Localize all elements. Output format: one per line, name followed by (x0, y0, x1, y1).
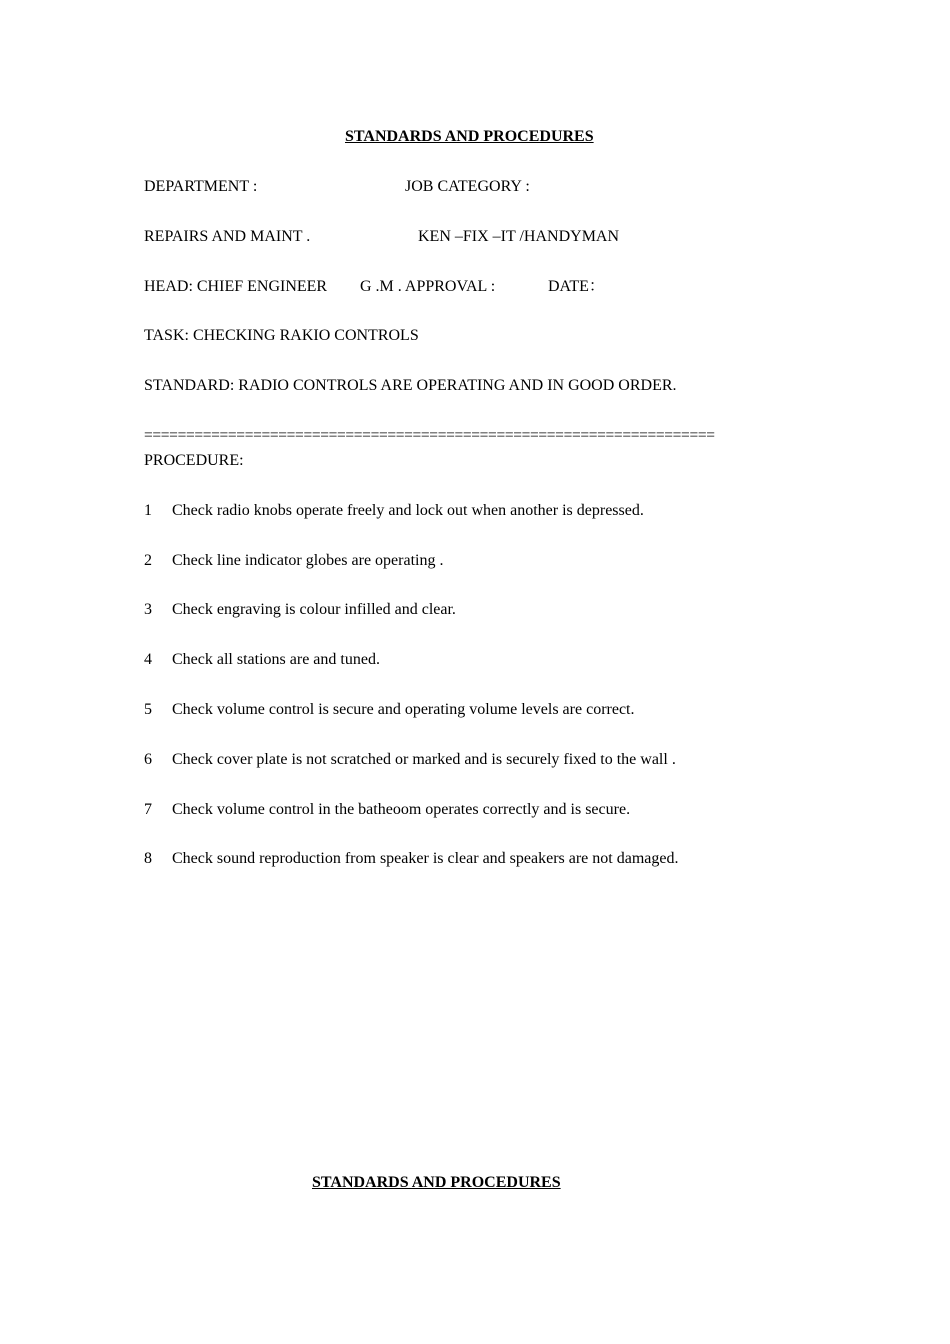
step-number: 6 (144, 751, 152, 768)
step-number: 8 (144, 850, 152, 867)
page-title: STANDARDS AND PROCEDURES (345, 128, 594, 145)
standard-field: STANDARD: RADIO CONTROLS ARE OPERATING AND IN GOOD ORDER. (144, 377, 677, 394)
job-category-label: JOB CATEGORY : (405, 178, 530, 195)
date-field: DATE： (548, 278, 605, 295)
department-value: REPAIRS AND MAINT . (144, 228, 311, 245)
head-field: HEAD: CHIEF ENGINEER (144, 278, 328, 295)
step-text: Check radio knobs operate freely and lock out when another is depressed. (172, 502, 644, 519)
footer-title: STANDARDS AND PROCEDURES (312, 1174, 561, 1191)
step-number: 4 (144, 651, 152, 668)
job-category-value: KEN –FIX –IT /HANDYMAN (418, 228, 620, 245)
step-number: 7 (144, 801, 152, 818)
step-text: Check volume control in the batheoom operates correctly and is secure. (172, 801, 631, 818)
step-text: Check volume control is secure and operating volume levels are correct. (172, 701, 635, 718)
step-text: Check sound reproduction from speaker is clear and speakers are not damaged. (172, 850, 679, 867)
step-number: 3 (144, 601, 152, 618)
department-label: DEPARTMENT : (144, 178, 258, 195)
procedure-label: PROCEDURE: (144, 452, 244, 469)
step-text: Check engraving is colour infilled and clear. (172, 601, 456, 618)
gm-approval-field: G .M . APPROVAL : (360, 278, 496, 295)
divider-line: ==================================================================== (144, 427, 715, 444)
step-text: Check cover plate is not scratched or marked and is securely fixed to the wall . (172, 751, 676, 768)
step-text: Check all stations are and tuned. (172, 651, 380, 668)
step-number: 5 (144, 701, 152, 718)
task-field: TASK: CHECKING RAKIO CONTROLS (144, 327, 419, 344)
step-number: 1 (144, 502, 152, 519)
step-number: 2 (144, 552, 152, 569)
step-text: Check line indicator globes are operating . (172, 552, 444, 569)
